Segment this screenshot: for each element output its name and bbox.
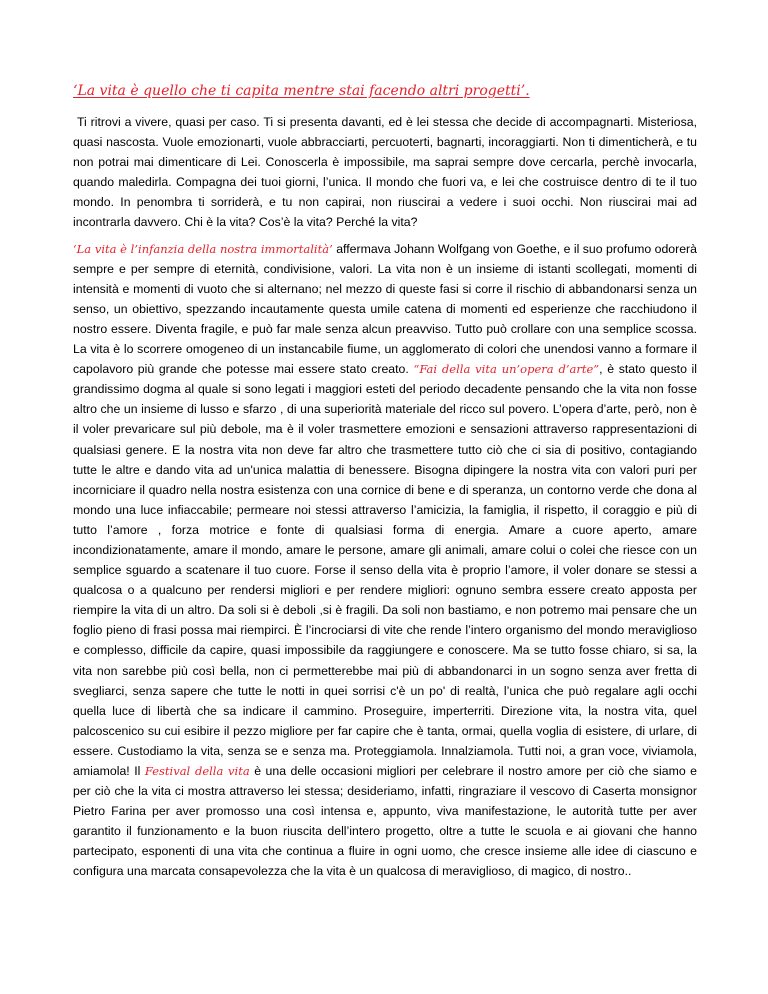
intro-paragraph: Ti ritrovi a vivere, quasi per caso. Ti si presenta davanti, ed è lei stessa che decide di accompagnarti. Misteriosa, quasi nascosta. Vuole emozionarti, vuole abbracciarti, percuoterti, bagnarti, incoraggiarti. Non ti dimenticherà, e tu non potrai mai dimenticare di Lei. Conoscerla è impossibile, ma saprai sempre dove cercarla, perchè invocarla, quando maledirla. Compagna dei tuoi giorni, l’unica. Il mondo che fuori va, e lei che costruisce dentro di te il tuo mondo. In penombra ti sorriderà, e tu non capirai, non riuscirai a vedere i suoi occhi. Non riuscirai mai ad incontrarla davvero. Chi è la vita? Cos’è la vita? Perché la vita?	[73, 115, 697, 230]
body-text-1: affermava Johann Wolfgang von Goethe, e il suo profumo odorerà sempre e per sempre di eternità, condivisione, valori. La vita non è un insieme di istanti scollegati, momenti di intensità e momenti di vuoto che si alternano; nel mezzo di queste fasi si corre il rischio di abbandonarsi senza un senso, un obiettivo, spezzando incautamente questa umile catena di momenti ed esperienze che racchiudono il nostro essere. Diventa fragile, e può far male senza alcun preavviso. Tutto può crollare con una semplice scossa. La vita è lo scorrere omogeneo di un instancabile fiume, un agglomerato di colori che unendosi vanno a formare il capolavoro più grande che potesse mai essere stato creato.	[73, 241, 697, 377]
main-paragraph	[73, 239, 697, 882]
festival-name: Festival della vita	[144, 764, 250, 778]
body-text-3: è una delle occasioni migliori per celebrare il nostro amore per ciò che siamo e per ciò che la vita ci mostra attraverso lei stessa; desideriamo, infatti, ringraziare il vescovo di Caserta monsignor Pietro Farina per aver promosso una così intensa e, appunto, viva manifestazione, le autorità tutte per aver garantito il funzionamento e la buon riuscita dell’intero progetto, oltre a tutte le scuola e ai giovani che hanno partecipato, esponenti di una vita che continua a fluire in ogni uomo, che cresce insieme alle idee di ciascuno e configura una marcata consapevolezza che la vita è un qualcosa di meraviglioso, di magico, di nostro..	[73, 764, 697, 879]
goethe-quote: ‘La vita è l’infanzia della nostra immortalità’	[73, 241, 333, 256]
body-text-2: , è stato questo il grandissimo dogma al quale si sono legati i maggiori esteti del periodo decadente pensando che la vita non fosse altro che un insieme di lusso e sfarzo , di una superiorità materiale del ricco sul povero. L’opera d’arte, però, non è il voler prevaricare sul più debole, ma è il voler trasmettere emozioni e sensazioni attraverso rappresentazioni di qualsiasi genere. E la nostra vita non deve far altro che trasmettere tutto ciò che ci sia di positivo, contagiando tutte le altre e dando vita ad un'unica malattia di benessere. Bisogna dipingere la nostra vita con valori puri per incorniciare il quadro nella nostra esistenza con una cornice di bene e di speranza, un contorno verde che dona al mondo una luce infiaccabile; permeare noi stessi attraverso l’amicizia, la famiglia, il rispetto, il coraggio e più di tutto l’amore , forza motrice e fonte di qualsiasi forma di energia. Amare a cuore aperto, amare incondizionatamente, amare il mondo, amare le persone, amare gli animali, amare colui o colei che riesce con un semplice sguardo a scatenare il tuo cuore. Forse il senso della vita è proprio l’amore, il voler donare se stessi a qualcosa o a qualcuno per rendersi migliori e per rendere migliori: ognuno sembra essere creato apposta per riempire la vita di un altro. Da soli si è deboli ,si è fragili. Da soli non bastiamo, e non potremo mai pensare che un foglio pieno di frasi possa mai riempirci. È l’incrociarsi di vite che rende l’intero organismo del mondo meraviglioso e complesso, difficile da capire, quasi impossibile da raggiungere e conoscere. Ma se tutto fosse chiaro, si sa, la vita non sarebbe più così bella, non ci permetterebbe mai più di abbandonarci in un sogno senza aver fretta di svegliarci, senza sapere che tutte le notti in quei sorrisi c'è un po' di realtà, l’unica che può regalare agli occhi quella luce di libertà che sa indicare il cammino. Proseguire, imperterriti. Direzione vita, la nostra vita, quel palcoscenico su cui esibire il pezzo migliore per far capire che è tanta, ormai, quella voglia di esistere, di urlare, di essere. Custodiamo la vita, senza se e senza ma. Proteggiamola. Innalziamola. Tutti noi, a gran voce, viviamola, amiamola! Il	[73, 362, 698, 778]
document-page	[73, 80, 697, 888]
document-title: ‘La vita è quello che ti capita mentre stai facendo altri progetti’.	[73, 83, 530, 99]
art-quote: “Fai della vita un’opera d’arte”	[413, 362, 600, 377]
